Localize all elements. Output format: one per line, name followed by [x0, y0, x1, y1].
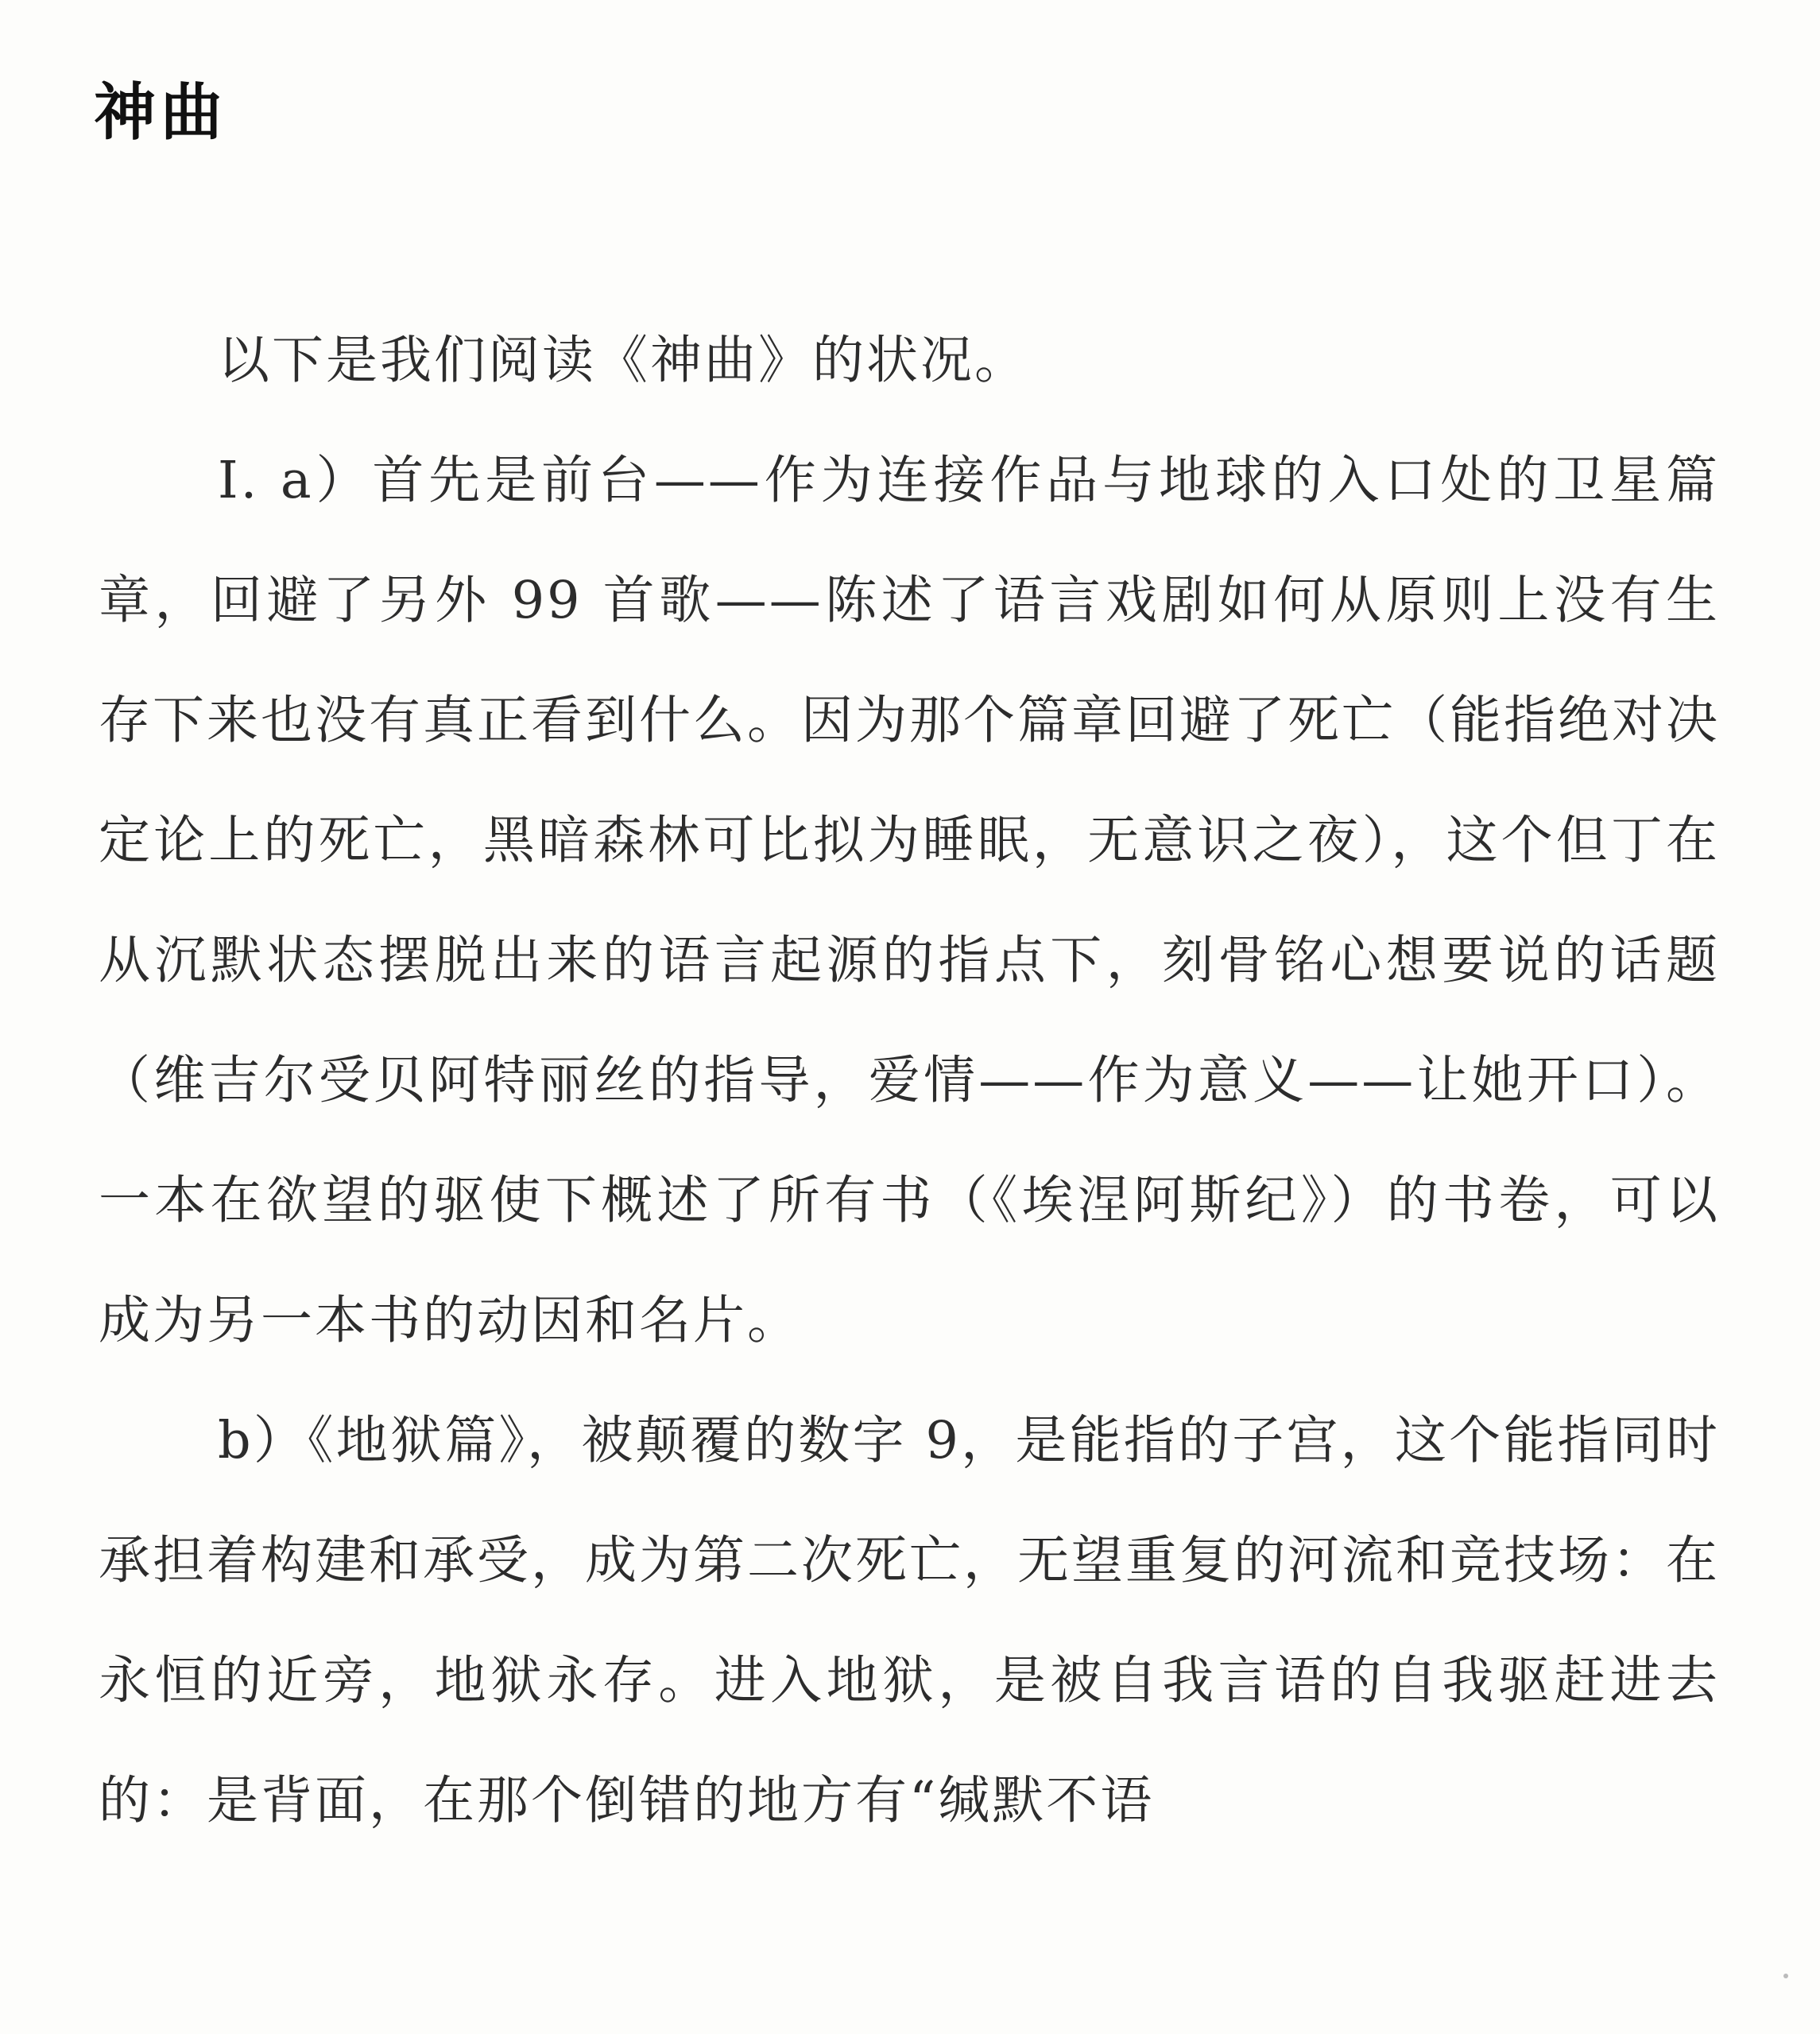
paragraph-intro: 以下是我们阅读《神曲》的状况。 — [218, 331, 1029, 390]
paragraph-1a: I. a）首先是前台——作为连接作品与地球的入口处的卫星篇章，回避了另外 99 首歌——陈述了语言戏剧如何从原则上没有生存下来也没有真正看到什么。因为那个篇章回避了死亡（能指绝对决定论上的死亡，黑暗森林可比拟为睡眠，无意识之夜），这个但丁在从沉默状态摆脱出来的语言起源的指点下，刻骨铭心想要说的话题（维吉尔受贝阿特丽丝的指导，爱情——作为意义——让她开口）。一本在欲望的驱使下概述了所有书（《埃涅阿斯纪》）的书卷，可以成为另一本书的动因和名片。 — [99, 451, 1721, 1350]
page-title: 神曲 — [94, 77, 228, 149]
scan-speck — [1783, 1974, 1788, 1978]
paragraph-1b: b）《地狱篇》，被颠覆的数字 9，是能指的子宫，这个能指同时承担着构建和承受，成为第二次死亡，无望重复的河流和竞技场：在永恒的近旁，地狱永存。进入地狱，是被自我言语的自我驱赶进去的：是背面，在那个倒错的地方有“缄默不语 — [99, 1411, 1721, 1831]
body-text — [99, 300, 1720, 1861]
